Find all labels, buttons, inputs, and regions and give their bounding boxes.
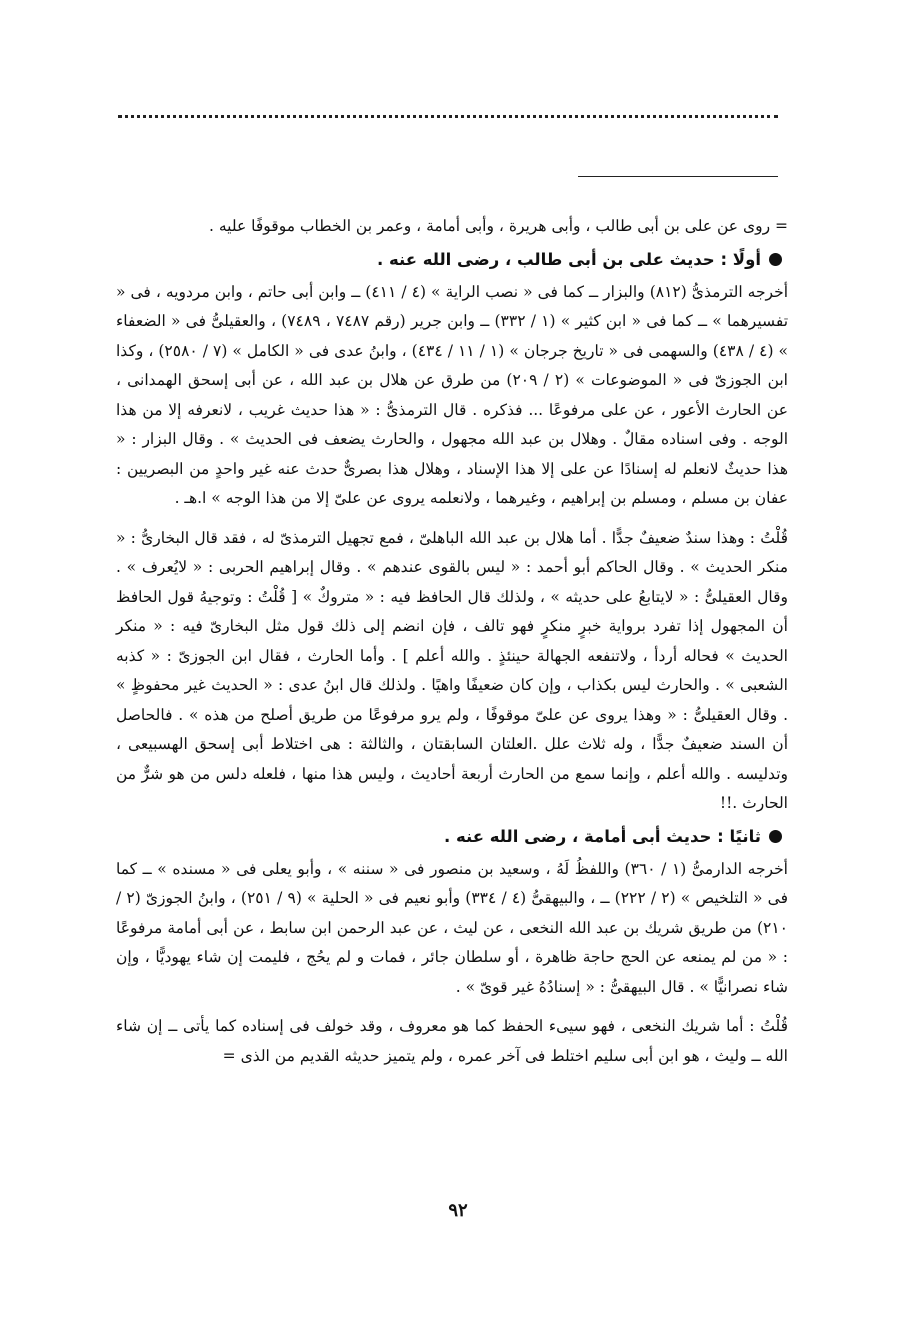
paragraph-ali-sources: أخرجه الترمذىُّ (٨١٢) والبزار ــ كما فى « نصب الراية » (٤ / ٤١١) ــ وابن أبى حاتم ، وابن مردويه ، فى « تفسيرهما » ــ كما فى « ابن كثير » (١ / ٣٣٢) ــ وابن جرير (رقم ٧٤٨٧ ، ٧٤٨٩) ، والعقيلىُّ فى « الضعفاء » (٤ / ٤٣٨) والسهمى فى « تاريخ جرجان » (١ / ١١ / ٤٣٤) ، وابنُ عدى فى « الكامل » (٧ / ٢٥٨٠) ، وكذا ابن الجوزىّ فى « الموضوعات » (٢ / ٢٠٩) من طرق عن هلال بن عبد الله ، عن أبى إسحق الهمدانى ، عن الحارث الأعور ، عن على مرفوعًا ... فذكره . قال الترمذىُّ : « هذا حديث غريب ، لانعرفه إلا من هذا الوجه . وفى اسناده مقالٌ . وهلال بن عبد الله مجهول ، والحارث يضعف فى الحديث » . وقال البزار : « هذا حديثٌ لانعلم له إسنادًا عن على إلا هذا الإسناد ، وهلال هذا بصرىٌّ حدث عنه غير واحدٍ من البصريين : عفان بن مسلم ، ومسلم بن إبراهيم ، وغيرهما ، ولانعلمه يروى عن علىّ إلا من هذا الوجه » ا.هـ .	[116, 282, 789, 507]
dotted-separator	[118, 115, 778, 118]
paragraph-abi-umama-comment: قُلْتُ : أما شريك النخعى ، فهو سيىء الحفظ كما هو معروف ، وقد خولف فى إسناده كما يأتى ــ إن شاء الله ــ وليث ، هو ابن أبى سليم اختلط فى آخر عمره ، ولم يتميز حديثه القديم من الذى =	[116, 1017, 788, 1065]
section-heading-text: أولًا : حديث على بن أبى طالب ، رضى الله عنه .	[376, 249, 761, 269]
paragraph-abi-umama-sources: أخرجه الدارمىُّ (١ / ٣٦٠) واللفظُ لَهُ ، وسعيد بن منصور فى « سننه » ، وأبو يعلى فى « مسنده » ــ كما فى « التلخيص » (٢ / ٢٢٢) ــ ، والبيهقىُّ (٤ / ٣٣٤) وأبو نعيم فى « الحلية » (٩ / ٢٥١) ، وابنُ الجوزىّ (٢ / ٢١٠) من طريق شريك بن عبد الله النخعى ، عن ليث ، عن عبد الرحمن ابن سابط ، عن أبى أمامة مرفوعًا : « من لم يمنعه عن الحج حاجة ظاهرة ، أو سلطان جائر ، فمات و لم يحُج ، فليمت إن شاء يهوديًّا ، وإن شاء نصرانيًّا » . قال البيهقىُّ : « إسنادُهُ غير قوىّ » .	[116, 859, 789, 996]
section-heading-abi-umama	[116, 819, 788, 855]
bullet-icon	[769, 830, 782, 843]
bullet-icon	[769, 253, 782, 266]
page-body	[116, 212, 788, 1071]
footnote-rule	[578, 176, 778, 177]
page-number: ٩٢	[448, 1200, 468, 1221]
paragraph-ali-comment: قُلْتُ : وهذا سندٌ ضعيفٌ جدًّا . أما هلال بن عبد الله الباهلىّ ، فمع تجهيل الترمذىّ له ، فقد قال البخارىُّ : « منكر الحديث » . وقال الحاكم أبو أحمد : « ليس بالقوى عندهم » . وقال إبراهيم الحربى : « لايُعرف » . وقال العقيلىُّ : « لايتابعُ على حديثه » ، ولذلك قال الحافظ فيه : « متروكٌ » [ قُلْتُ : وتوجيهُ قول الحافظ أن المجهول إذا تفرد برواية خبرٍ منكرٍ فهو تالف ، فإن انضم إلى ذلك قول مثل البخارىّ فيه : « منكر الحديث » فحاله أردأ ، ولاتنفعه الجهالة حينئذٍ . والله أعلم ] . وأما الحارث ، فقال ابن الجوزىّ : « كذبه الشعبى » . والحارث ليس بكذاب ، وإن كان ضعيفًا واهيًا . ولذلك قال ابنُ عدى : « الحديث غير محفوظٍ » . وقال العقيلىُّ : « وهذا يروى عن علىّ موقوفًا ، ولم يرو مرفوعًا من طريق أصلح من هذه » . فالحاصل أن السند ضعيفٌ جدًّا ، وله ثلاث علل .العلتان السابقتان ، والثالثة : هى اختلاط أبى إسحق الهسبيعى ، وتدليسه . والله أعلم ، وإنما سمع من الحارث أربعة أحاديث ، وليس هذا منها ، فلعله دلس من هو شرٌّ من الحارث .!!	[116, 528, 788, 812]
section-heading-ali	[116, 242, 788, 278]
intro-line: = روى عن على بن أبى طالب ، وأبى هريرة ، وأبى أمامة ، وعمر بن الخطاب موقوفًا عليه .	[209, 217, 788, 235]
section-heading-text: ثانيًا : حديث أبى أمامة ، رضى الله عنه .	[443, 826, 761, 846]
